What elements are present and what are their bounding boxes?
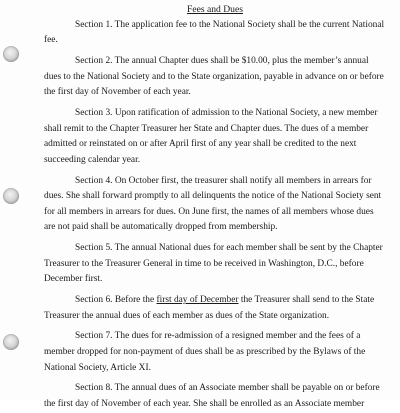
section-6-before: Section 6. Before the bbox=[75, 295, 157, 306]
punch-hole-top bbox=[3, 46, 19, 62]
section-4: Section 4. On October first, the treasurer shall notify all members in arrears for dues. She shall forward promptly to all delinquents the notice of the National Society sent for all members in arrears for dues. On June first, the names of all members whose dues are not paid shall be automatically dropped from membership. bbox=[44, 175, 382, 233]
punch-hole-middle bbox=[3, 188, 19, 204]
punch-hole-bottom bbox=[3, 334, 19, 350]
document-body bbox=[44, 2, 386, 413]
page-title: Fees and Dues bbox=[187, 4, 243, 15]
section-8: Section 8. The annual dues of an Associate member shall be payable on or before the first day of November of each year. She shall be enrolled as an Associate member bbox=[44, 383, 380, 409]
section-5: Section 5. The annual National dues for each member shall be sent by the Chapter Treasurer to the Treasurer General in time to be received in Washington, D.C., before December first. bbox=[44, 243, 383, 285]
section-6-after: the Treasurer shall send to the State Treasurer the annual dues of each member as dues of the State organization. bbox=[44, 295, 375, 321]
section-7: Section 7. The dues for re-admission of a resigned member and the fees of a member dropped for non-payment of dues shall be as prescribed by the Bylaws of the National Society, Article XI. bbox=[44, 331, 366, 373]
section-6-underlined-date: first day of December bbox=[156, 295, 239, 306]
section-3: Section 3. Upon ratification of admission to the National Society, a new member shall remit to the Chapter Treasurer her State and Chapter dues. The dues of a member admitted or reinstated on or after April first of any year shall be credited to the next succeeding calendar year. bbox=[44, 107, 378, 165]
section-6 bbox=[44, 293, 386, 324]
section-2: Section 2. The annual Chapter dues shall be $10.00, plus the member’s annual dues to the National Society and to the State organization, payable in advance on or before the first day of November of each year. bbox=[44, 55, 384, 98]
section-1: Section 1. The application fee to the National Society shall be the current National fee. bbox=[44, 19, 385, 46]
